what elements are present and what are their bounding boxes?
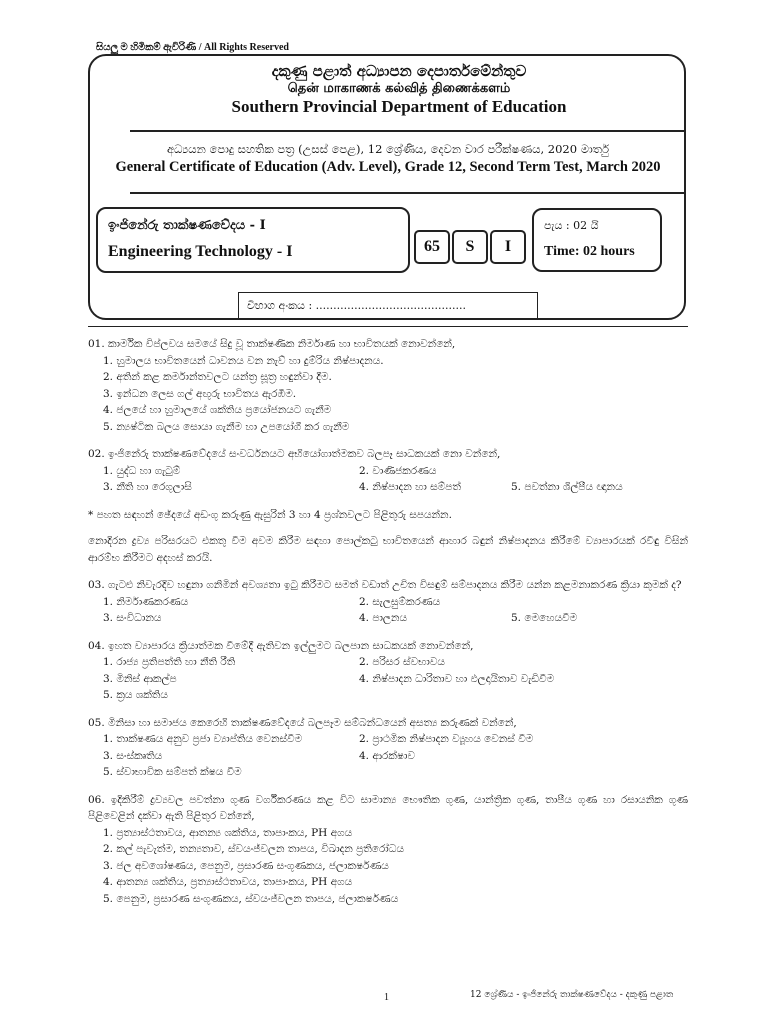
medium-code-cell: S [452,230,488,264]
answer-option: 4. ජලයේ හා හුමාලයේ ශක්තිය ප්‍රයෝජනයට ගැනීම [103,404,332,416]
question-stem: 03. ගැටළු නිවැරදිව හඳුනා ගනිමින් අවශ්‍යතා ඉටු කිරීමට සමත් වඩාත් උචිත විසඳුම් සම්පාදනය කිරීම යන්න කළමනාකරණ ක්‍රියා කුමක් ද? [88,579,682,591]
answer-option: 5. ක්‍රය ශක්තිය [103,689,168,701]
question-stem: 06. ඉදිකිරීම් ද්‍රව්‍යවල පවත්නා ගුණ වර්ගීකරණය කළ විට සාමාන්‍ය භෞතික ගුණ, යාන්ත්‍රික ගුණ, තාපීය ගුණ හා රසායනික ගුණ පිළිවෙළින් දක්වා ඇති පිළිතුර වන්නේ, [88,793,688,822]
divider [88,326,688,327]
answer-option: 2. අතින් කළ කර්මාන්තවලට යන්ත්‍ර සූත්‍ර හඳුන්වා දීම. [103,371,332,383]
answer-option: 3. ඉන්ධන ලෙස ගල් අඟුරු භාවිතය ඇරඹීම. [103,387,297,400]
passage-instruction: * පහත සඳහන් ඡේදයේ අඩංගු කරුණු ඇසුරින් 3 හා 4 ප්‍රශ්නවලට පිළිතුරු සපයන්න. [88,508,452,521]
exam-title-english: General Certificate of Education (Adv. Level), Grade 12, Second Term Test, March 2020 [115,159,661,175]
answer-option: 5. න්‍යෂ්ටික බලය සොයා ගැනීම හා උපයෝගී කර ගැනීම [103,420,350,433]
question-stem: 02. ඉංජිනේරු තාක්ෂණවේදයේ සංවර්ධනයට අභියෝගාත්මකව බලපෑ සාධකයක් නො වන්නේ, [88,448,501,460]
answer-option: 1. ප්‍රත්‍යාස්ථතාවය, ආතන්‍ය ශක්තිය, තාපාංකය, PH අගය [103,826,353,839]
department-english: Southern Provincial Department of Education [231,97,567,116]
answer-option: 1. නිර්මාණකරණය [103,595,189,608]
rights-notice: සියලු ම හිමිකම් ඇවිරිණි / All Rights Reserved [96,42,289,53]
subject-code-cell: 65 [414,230,450,264]
answer-option: 5. පෙනුම, ප්‍රසාරණ සංගුණකය, ස්වයංජ්වලන තාපය, ජලාකර්ෂණය [103,892,399,905]
answer-option: 3. සංස්කෘතිය [103,749,163,762]
subject-box [96,207,410,273]
exam-title-sinhala: අධ්‍යයන පොදු සහතික පත්‍ර (උසස් පෙළ), 12 ශ්‍රේණිය, දෙවන වාර පරීක්ෂණය, 2020 මාර්තු [166,142,610,156]
question-5 [88,715,688,781]
answer-option: 5. පවත්නා ශිල්පීය ඥානය [511,481,623,493]
answer-option: 3. මිනිස් ආකල්ප [103,672,177,685]
passage: නොදිරන ද්‍රව්‍ය පරිසරයට එකතු වීම අවම කිරීම සඳහා පොල්කටු භාවිතයෙන් ආහාර බඳුන් නිෂ්පාදනය කිරීමේ ව්‍යාපාරයක් රවීඳු විසින් ආරම්භ කිරීමට අදහස් කරයි. [88,535,688,564]
department-tamil: தென் மாகாணக் கல்வித் திணைக்களம் [287,81,511,96]
question-stem: 05. මිනිසා හා සමාජය කෙරෙහි තාක්ෂණවේදයේ බලපෑම සම්බන්ධයෙන් අසත්‍ය කරුණක් වන්නේ, [88,716,517,729]
question-2 [88,446,688,496]
answer-option: 1. යුද්ධ හා ගැටුම් [103,464,181,477]
question-6 [88,792,688,908]
subject-english: Engineering Technology - I [108,243,293,260]
exam-title-block [100,140,676,176]
duration-box [532,208,662,272]
question-1 [88,336,688,435]
answer-option: 1. රාජ්‍ය ප්‍රතිපත්ති හා නීති රීති [103,656,236,668]
answer-option: 4. ආතන්‍ය ශක්තිය, ප්‍රත්‍යාස්ථතාවය, තාපාංකය, PH අගය [103,876,353,888]
answer-option: 2. ප්‍රාථමික නිෂ්පාදන ව්‍යූහය වෙනස් වීම [359,733,534,745]
running-footer: 12 ශ්‍රේණිය - ඉංජිනේරු තාක්ෂණවේදය - දකුණු පළාත [470,990,674,1000]
answer-option: 4. නිෂ්පාදන ධාරිතාව හා ඵලදායිතාව වැඩිවීම [359,672,555,685]
question-4 [88,638,688,704]
questions-area [88,336,688,918]
answer-option: 2. පරිසර ස්වභාවය [359,656,445,668]
question-stem: 04. ඉහත ව්‍යාපාරය ක්‍රියාත්මක වීමේදී ඇතිවන ඉල්ලුමට බලපාන සාධකයක් නොවන්නේ, [88,639,474,652]
department-block [130,62,668,128]
subject-sinhala: ඉංජිනේරු තාක්ෂණවේදය - I [108,218,266,233]
answer-option: 3. සංවිධානය [103,612,162,624]
answer-option: 1. තාක්ෂණය අනුව ප්‍රජා ව්‍යාප්තිය වෙනස්වීම [103,733,303,745]
paper-code-cell: I [490,230,526,264]
duration-sinhala: පැය : 02 යි [544,219,599,232]
department-sinhala: දකුණු පළාත් අධ්‍යාපන දෙපාර්තමේන්තුව [271,62,527,80]
answer-option: 3. නීති හා රෙගුලාසි [103,481,192,493]
answer-option: 5. ස්වාභාවික සම්පත් ක්ෂය වීම [103,766,242,778]
answer-option: 4. නිෂ්පාදන හා සම්පත් [359,481,461,493]
answer-option: 4. පාලනය [359,612,408,624]
answer-option: 2. සැලසුම්කරණය [359,595,441,608]
answer-option: 5. මෙහෙයවීම [511,612,578,624]
divider [130,192,686,194]
answer-option: 4. ආරක්ෂාව [359,749,416,762]
answer-option: 2. කල් පැවැත්ම, තන්‍යතාව, ස්වයංජ්වලන තාපය, විඛාදන ප්‍රතිරෝධය [103,843,405,855]
duration-english: Time: 02 hours [544,244,635,259]
question-3 [88,577,688,627]
question-stem: 01. කාර්මික විප්ලවය සමයේ සිදු වූ තාක්ෂණික නිර්මාණ හා භාවිතයක් නොවන්නේ, [88,338,456,350]
index-number-field[interactable]: විභාග අංකය : ........................................... [238,292,538,320]
answer-option: 2. වාණිජකරණය [359,464,437,477]
answer-option: 1. හුමාලය භාවිතයෙන් ධාවනය වන නැව් හා දුම්රිය නිෂ්පාදනය. [103,354,384,367]
page-number: 1 [384,992,389,1003]
divider [130,130,686,132]
answer-option: 3. ජල අවශෝෂණය, පෙනුම, ප්‍රසාරණ සංගුණකය, ජලාකර්ෂණය [103,859,389,872]
